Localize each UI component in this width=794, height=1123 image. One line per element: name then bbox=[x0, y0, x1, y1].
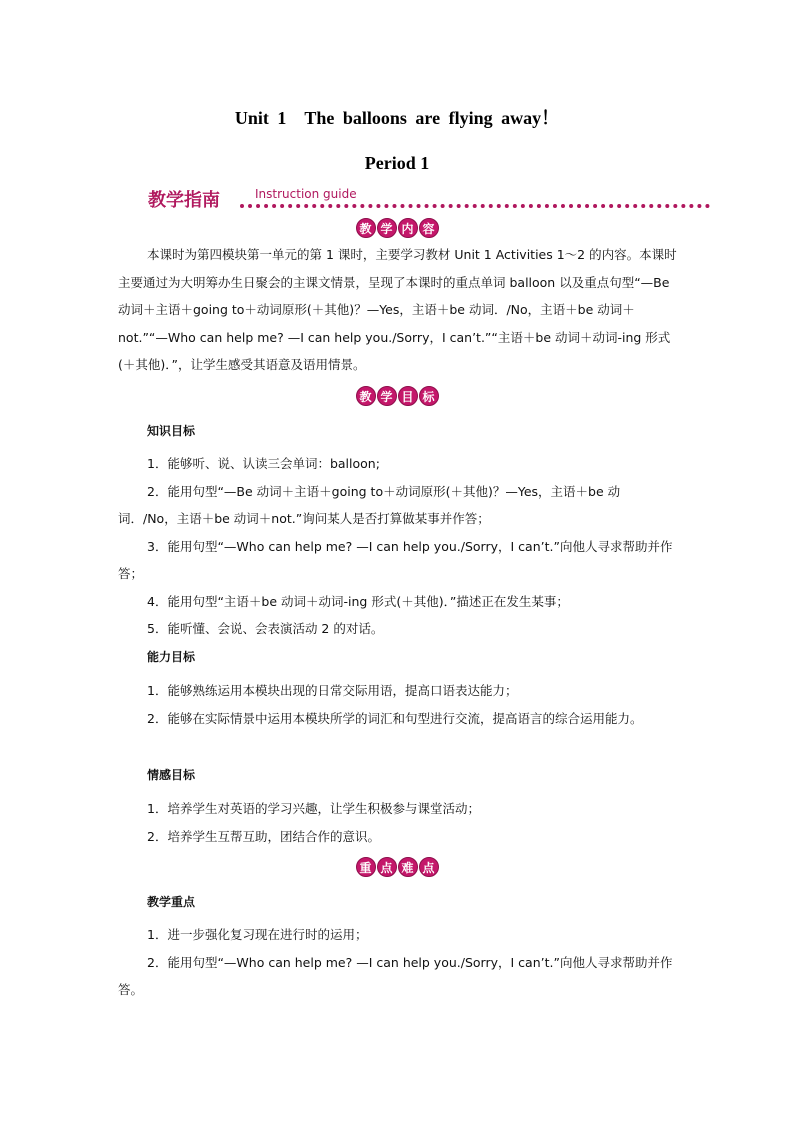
list-item: 3．能用句型“—Who can help me? —I can help you./Sorry，I can’t.”向他人寻求帮助并作答； bbox=[118, 538, 673, 581]
ability-list bbox=[118, 677, 678, 732]
knowledge-list bbox=[118, 450, 678, 643]
list-item: 5．能听懂、会说、会表演活动 2 的对话。 bbox=[147, 621, 384, 636]
list-item: 4．能用句型“主语＋be 动词＋动词-ing 形式(＋其他)．”描述正在发生某事； bbox=[147, 593, 569, 609]
guide-title-cn: 教学指南 bbox=[148, 190, 220, 211]
badge-char: 内 bbox=[398, 218, 418, 238]
badge-char: 标 bbox=[419, 386, 439, 406]
keypoints-heading: 教学重点 bbox=[147, 895, 196, 909]
keypoints-list bbox=[118, 921, 678, 1004]
instruction-guide-banner bbox=[148, 186, 713, 216]
badge-char: 点 bbox=[377, 857, 397, 877]
badge-teaching-objectives bbox=[0, 386, 794, 406]
badge-char: 点 bbox=[419, 857, 439, 877]
badge-char: 学 bbox=[377, 386, 397, 406]
unit-title: Unit 1 The balloons are flying away！ bbox=[234, 108, 560, 128]
dotted-divider bbox=[240, 204, 710, 208]
list-item: 1．进一步强化复习现在进行时的运用； bbox=[147, 927, 368, 942]
list-item: 1．培养学生对英语的学习兴趣，让学生积极参与课堂活动； bbox=[147, 801, 480, 816]
intro-paragraph bbox=[118, 241, 678, 379]
period-title: Period 1 bbox=[364, 153, 430, 173]
list-item: 2．能用句型“—Be 动词＋主语＋going to＋动词原形(＋其他)？—Yes，主语＋be 动词．/No，主语＋be 动词＋not.”询问某人是否打算做某事并作答； bbox=[118, 483, 621, 526]
badge-teaching-content bbox=[0, 218, 794, 238]
badge-char: 目 bbox=[398, 386, 418, 406]
list-item: 1．能够熟练运用本模块出现的日常交际用语，提高口语表达能力； bbox=[147, 683, 518, 698]
list-item: 2．能用句型“—Who can help me? —I can help you./Sorry，I can’t.”向他人寻求帮助并作答。 bbox=[118, 954, 673, 997]
ability-heading: 能力目标 bbox=[147, 650, 196, 664]
guide-title-en: Instruction guide bbox=[255, 187, 357, 201]
list-item: 2．能够在实际情景中运用本模块所学的词汇和句型进行交流，提高语言的综合运用能力。 bbox=[147, 710, 643, 726]
knowledge-heading: 知识目标 bbox=[147, 424, 196, 438]
badge-char: 容 bbox=[419, 218, 439, 238]
badge-char: 教 bbox=[356, 386, 376, 406]
list-item: 2．培养学生互帮互助，团结合作的意识。 bbox=[147, 828, 380, 844]
badge-char: 学 bbox=[377, 218, 397, 238]
list-item: 1．能够听、说、认读三会单词：balloon; bbox=[147, 456, 380, 471]
badge-char: 教 bbox=[356, 218, 376, 238]
intro-text: 本课时为第四模块第一单元的第 1 课时，主要学习教材 Unit 1 Activities 1～2 的内容。本课时主要通过为大明筹办生日聚会的主课文情景，呈现了本课时的重点单词 balloon 以及重点句型“—Be 动词＋主语＋going to＋动词原形(＋其他)？—Yes，主语＋be 动词．/No，主语＋be 动词＋not.”“—Who can help me? —I can help you./Sorry，I can’t.”“主语＋be 动词＋动词-ing 形式(＋其他)．”，让学生感受其语意及语用情景。 bbox=[118, 247, 677, 372]
emotion-list bbox=[118, 795, 678, 850]
badge-key-difficult-points bbox=[0, 857, 794, 877]
badge-char: 重 bbox=[356, 857, 376, 877]
emotion-heading: 情感目标 bbox=[147, 768, 196, 782]
badge-char: 难 bbox=[398, 857, 418, 877]
